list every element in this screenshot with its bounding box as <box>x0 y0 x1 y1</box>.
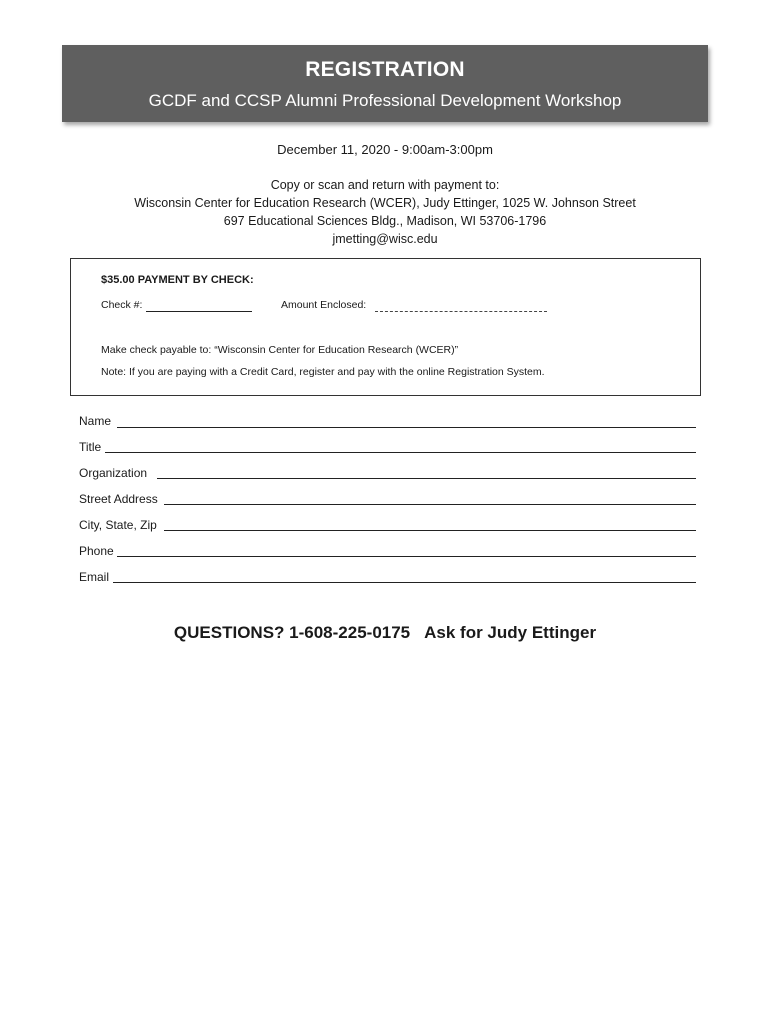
city-state-zip-field[interactable] <box>164 530 696 531</box>
return-instructions: Copy or scan and return with payment to: <box>270 178 500 192</box>
questions-phone: QUESTIONS? 1-608-225-0175 <box>173 623 411 642</box>
check-number-field[interactable] <box>146 311 252 312</box>
name-label: Name <box>79 414 112 428</box>
return-email[interactable]: jmetting@wisc.edu <box>332 232 438 246</box>
page-title: REGISTRATION <box>305 58 465 81</box>
credit-card-note: Note: If you are paying with a Credit Card, register and pay with the online Registration System. <box>101 366 545 378</box>
organization-field[interactable] <box>157 478 696 479</box>
payment-heading: $35.00 PAYMENT BY CHECK: <box>101 274 254 286</box>
event-date: December 11, 2020 - 9:00am-3:00pm <box>277 142 493 157</box>
return-address-line1: Wisconsin Center for Education Research (WCER), Judy Ettinger, 1025 W. Johnson Street <box>134 196 636 210</box>
title-field[interactable] <box>105 452 696 453</box>
email-label: Email <box>79 570 110 584</box>
street-address-label: Street Address <box>79 492 158 506</box>
city-state-zip-label: City, State, Zip <box>79 518 157 532</box>
street-address-field[interactable] <box>164 504 696 505</box>
name-field[interactable] <box>117 427 696 428</box>
header-banner <box>62 45 708 122</box>
payment-box <box>70 258 701 396</box>
organization-label: Organization <box>79 466 148 480</box>
amount-enclosed-label: Amount Enclosed: <box>281 299 367 311</box>
questions-contact-person: Ask for Judy Ettinger <box>424 623 597 642</box>
return-address-line2: 697 Educational Sciences Bldg., Madison, WI 53706-1796 <box>223 214 547 228</box>
email-field[interactable] <box>113 582 696 583</box>
page-subtitle: GCDF and CCSP Alumni Professional Development Workshop <box>148 91 622 110</box>
phone-field[interactable] <box>117 556 696 557</box>
questions-contact <box>0 623 770 643</box>
check-number-label: Check #: <box>101 299 143 311</box>
check-payable-note: Make check payable to: “Wisconsin Center for Education Research (WCER)” <box>101 344 459 356</box>
amount-enclosed-field[interactable] <box>375 311 547 312</box>
title-label: Title <box>79 440 102 454</box>
phone-label: Phone <box>79 544 114 558</box>
